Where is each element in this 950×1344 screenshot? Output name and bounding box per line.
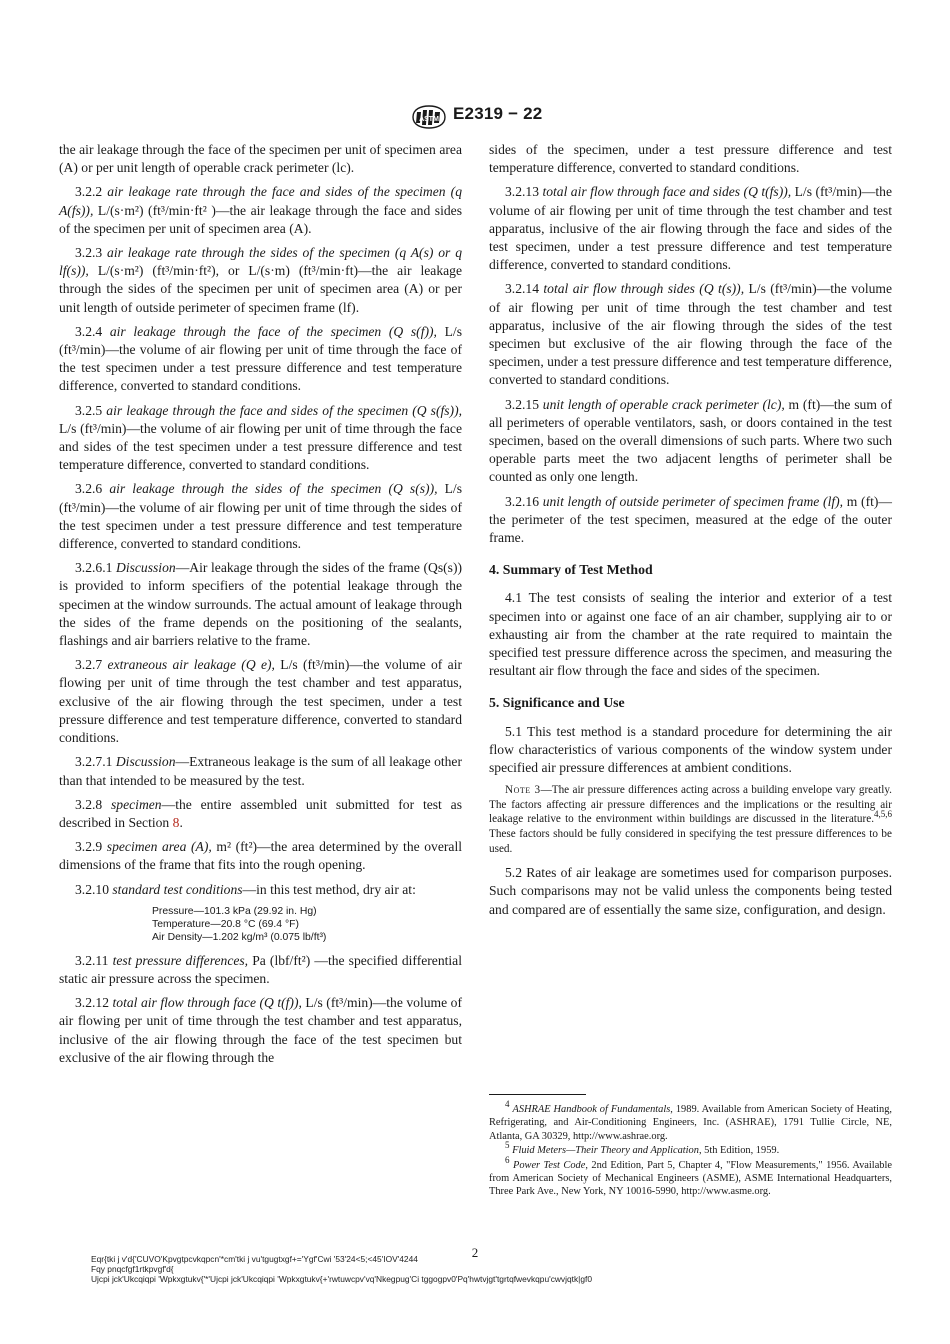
paragraph-5-2: 5.2 Rates of air leakage are sometimes used for comparison purposes. Such comparisons may not be valid unless the components being tested and compared are of essentially the same size, configuration, and design.	[489, 865, 892, 917]
footnote-4: $^4$ ASHRAE Handbook of Fundamentals, 1989. Available from American Society of Heating, Refrigerating, and Air-Conditioning Engineers, Inc. (ASHRAE), 1791 Tullie Circle, NE, Atlanta, GA 30329, http://www.ashrae.org.	[489, 1099, 892, 1142]
definition-3-2-14: 3.2.14 total air flow through sides (Q t(s)), L/s (ft³/min)—the volume of air flowing per unit of time through the test chamber and test apparatus, inclusive of the air flowing through the sides of the test specimen but exclusive of the air flowing through the face of the specimen, under a test pressure difference and test temperature difference, converted to standard conditions.	[489, 281, 892, 388]
note-3: Note 3—The air pressure differences acting across a building envelope vary greatly. The factors affecting air pressure differences and the implications or the resulting air leakage relative to the environment within buildings are discussed in the literature.$^{4,5,6}$ These factors should be fully considered in specifying the test pressure differences to be used.	[489, 784, 892, 855]
right-column	[489, 141, 892, 925]
watermark-line-2: Fqy pnqcfgf1rtkpvgf'd{	[91, 1263, 174, 1274]
definition-3-2-16: 3.2.16 unit length of outside perimeter of specimen frame (lf), m (ft)—the perimeter of the test specimen, measured at the edge of the outer frame.	[489, 493, 892, 546]
definition-3-2-8: 3.2.8 specimen—the entire assembled unit submitted for test as described in Section 8.	[59, 796, 462, 830]
watermark-line-3: Ujcpi jck'Ukcqiqpi 'Wpkxgtukv{'*'Ujcpi jck'Ukcqiqpi 'Wpkxgtukv{+'rwtuwcpv'vq'Nkegpug'Ci tggogpv0'Pq'hwtvjgt'tgrtqfwevkqpu'cwvjqtk|gf0	[91, 1273, 592, 1284]
footnote-rule	[489, 1094, 586, 1095]
footnote-refs[interactable]: 4,5,6	[874, 809, 892, 820]
definition-3-2-7: 3.2.7 extraneous air leakage (Q e), L/s (ft³/min)—the volume of air flowing per unit of time through the test chamber and test apparatus, exclusive of the air flowing through the test specimen, under a test pressure difference and test temperature difference, converted to standard conditions.	[59, 657, 462, 746]
definition-3-2-15: 3.2.15 unit length of operable crack perimeter (lc), m (ft)—the sum of all perimeters of operable ventilators, sash, or doors contained in the test specimen, based on the overall dimensions of such parts. Where two such operable parts meet the two adjacent lengths of perimeter shall be counted as only one length.	[489, 396, 892, 485]
definition-3-2-3: 3.2.3 air leakage rate through the sides of the specimen (q A(s) or q lf(s)), L/(s·m²) (ft³/min·ft²), or L/(s·m) (ft³/min·ft)—the air leakage through the sides of the specimen per unit of specimen area (A) or per unit length of outside perimeter of specimen frame (lf).	[59, 245, 462, 315]
definition-3-2-13: 3.2.13 total air flow through face and sides (Q t(fs)), L/s (ft³/min)—the volume of air flowing per unit of time through the test chamber and test apparatus, inclusive of the air flowing through the face and sides of the test specimen, under a test pressure difference and test temperature difference, converted to standard conditions.	[489, 184, 893, 273]
paragraph-4-1: 4.1 The test consists of sealing the interior and exterior of a test specimen into or against one face of an air chamber, supplying air to or exhausting air from the chamber at the rate required to maintain the specified test pressure difference across the specimen, and measuring the resultant air flow through the face and sides of the specimen.	[489, 590, 892, 679]
definition-3-2-10: 3.2.10 standard test conditions—in this test method, dry air at:	[75, 881, 416, 897]
definition-3-2-11: 3.2.11 test pressure differences, Pa (lbf/ft²) —the specified differential static air pressure across the specimen.	[59, 952, 462, 986]
paragraph-continuation: the air leakage through the face of the specimen per unit of specimen area (A) or per unit length of operable crack perimeter (lc).	[59, 142, 462, 176]
left-column	[59, 141, 462, 1073]
paragraph-5-1: 5.1 This test method is a standard procedure for determining the air flow characteristics of various components of the window system under specified air pressure differences at ambient conditions.	[489, 723, 892, 776]
footnote-5: $^5$ Fluid Meters—Their Theory and Application, 5th Edition, 1959.	[505, 1140, 780, 1157]
definition-3-2-6: 3.2.6 air leakage through the sides of the specimen (Q s(s)), L/s (ft³/min)—the volume of air flowing per unit of time through the sides of the test specimen under a test pressure difference and test temperature difference, converted to standard conditions.	[59, 481, 462, 552]
section-4-heading: 4. Summary of Test Method	[489, 562, 653, 578]
footnotes	[489, 1099, 892, 1200]
std-temperature: Temperature—20.8 °C (69.4 °F)	[152, 918, 299, 930]
svg-text:ASTM: ASTM	[419, 116, 439, 123]
paragraph-continuation-right: sides of the specimen, under a test pressure difference and test temperature difference, converted to standard conditions.	[489, 142, 892, 176]
definition-3-2-9: 3.2.9 specimen area (A), m² (ft²)—the area determined by the overall dimensions of the frame that fits into the rough opening.	[59, 839, 463, 873]
std-pressure: Pressure—101.3 kPa (29.92 in. Hg)	[152, 905, 317, 917]
discussion-3-2-7-1: 3.2.7.1 Discussion—Extraneous leakage is the sum of all leakage other than that intended to be measured by the test.	[59, 754, 462, 788]
watermark-line-1: Eqr{tki j v'd{'CUVO'Kpvgtpcvkqpcn'*cm'tki j vu'tgugtxgf+='Ygf'Cwi '53'24<5;<45'IOV'4244	[91, 1254, 418, 1264]
discussion-3-2-6-1: 3.2.6.1 Discussion—Air leakage through the sides of the frame (Qs(s)) is provided to inform specifiers of the potential leakage through the specimen at the window surrounds. The actual amount of leakage through the sides of the frame depends on the positioning of the sealants, flashings and air barriers relative to the frame.	[59, 560, 463, 649]
definition-3-2-12: 3.2.12 total air flow through face (Q t(f)), L/s (ft³/min)—the volume of air flowing per unit of time through the test chamber and test apparatus, inclusive of the air flowing through the face of the test specimen but exclusive of the air flowing through the	[59, 995, 462, 1065]
section-5-heading: 5. Significance and Use	[489, 695, 625, 711]
page-number: 2	[471, 1245, 479, 1260]
standard-conditions-list	[152, 905, 462, 944]
definition-3-2-5: 3.2.5 air leakage through the face and sides of the specimen (Q s(fs)), L/s (ft³/min)—the volume of air flowing per unit of time through the face and sides of the test specimen under a test pressure difference and test temperature difference, converted to standard conditions.	[59, 402, 462, 473]
footnote-6: $^6$ Power Test Code, 2nd Edition, Part 5, Chapter 4, "Flow Measurements," 1956. Available from American Society of Mechanical Engineers (ASME), ASME International Headquarters, Three Park Ave., New York, NY 10016-5990, http://www.asme.org.	[489, 1154, 892, 1198]
section-8-link[interactable]: 8	[172, 814, 180, 830]
definition-3-2-2: 3.2.2 air leakage rate through the face and sides of the specimen (q A(fs)), L/(s·m²) (ft³/min·ft² )—the air leakage through the face and sides of the specimen per unit of specimen area (A).	[59, 184, 462, 236]
astm-logo-icon	[409, 104, 449, 130]
standard-designation: E2319 − 22	[453, 104, 543, 123]
std-density: Air Density—1.202 kg/m³ (0.075 lb/ft³)	[152, 931, 327, 943]
definition-3-2-4: 3.2.4 air leakage through the face of the specimen (Q s(f)), L/s (ft³/min)—the volume of air flowing per unit of time through the face of the test specimen under a test pressure difference and test temperature difference, converted to standard conditions.	[59, 323, 462, 394]
copyright-watermark	[91, 1255, 651, 1284]
